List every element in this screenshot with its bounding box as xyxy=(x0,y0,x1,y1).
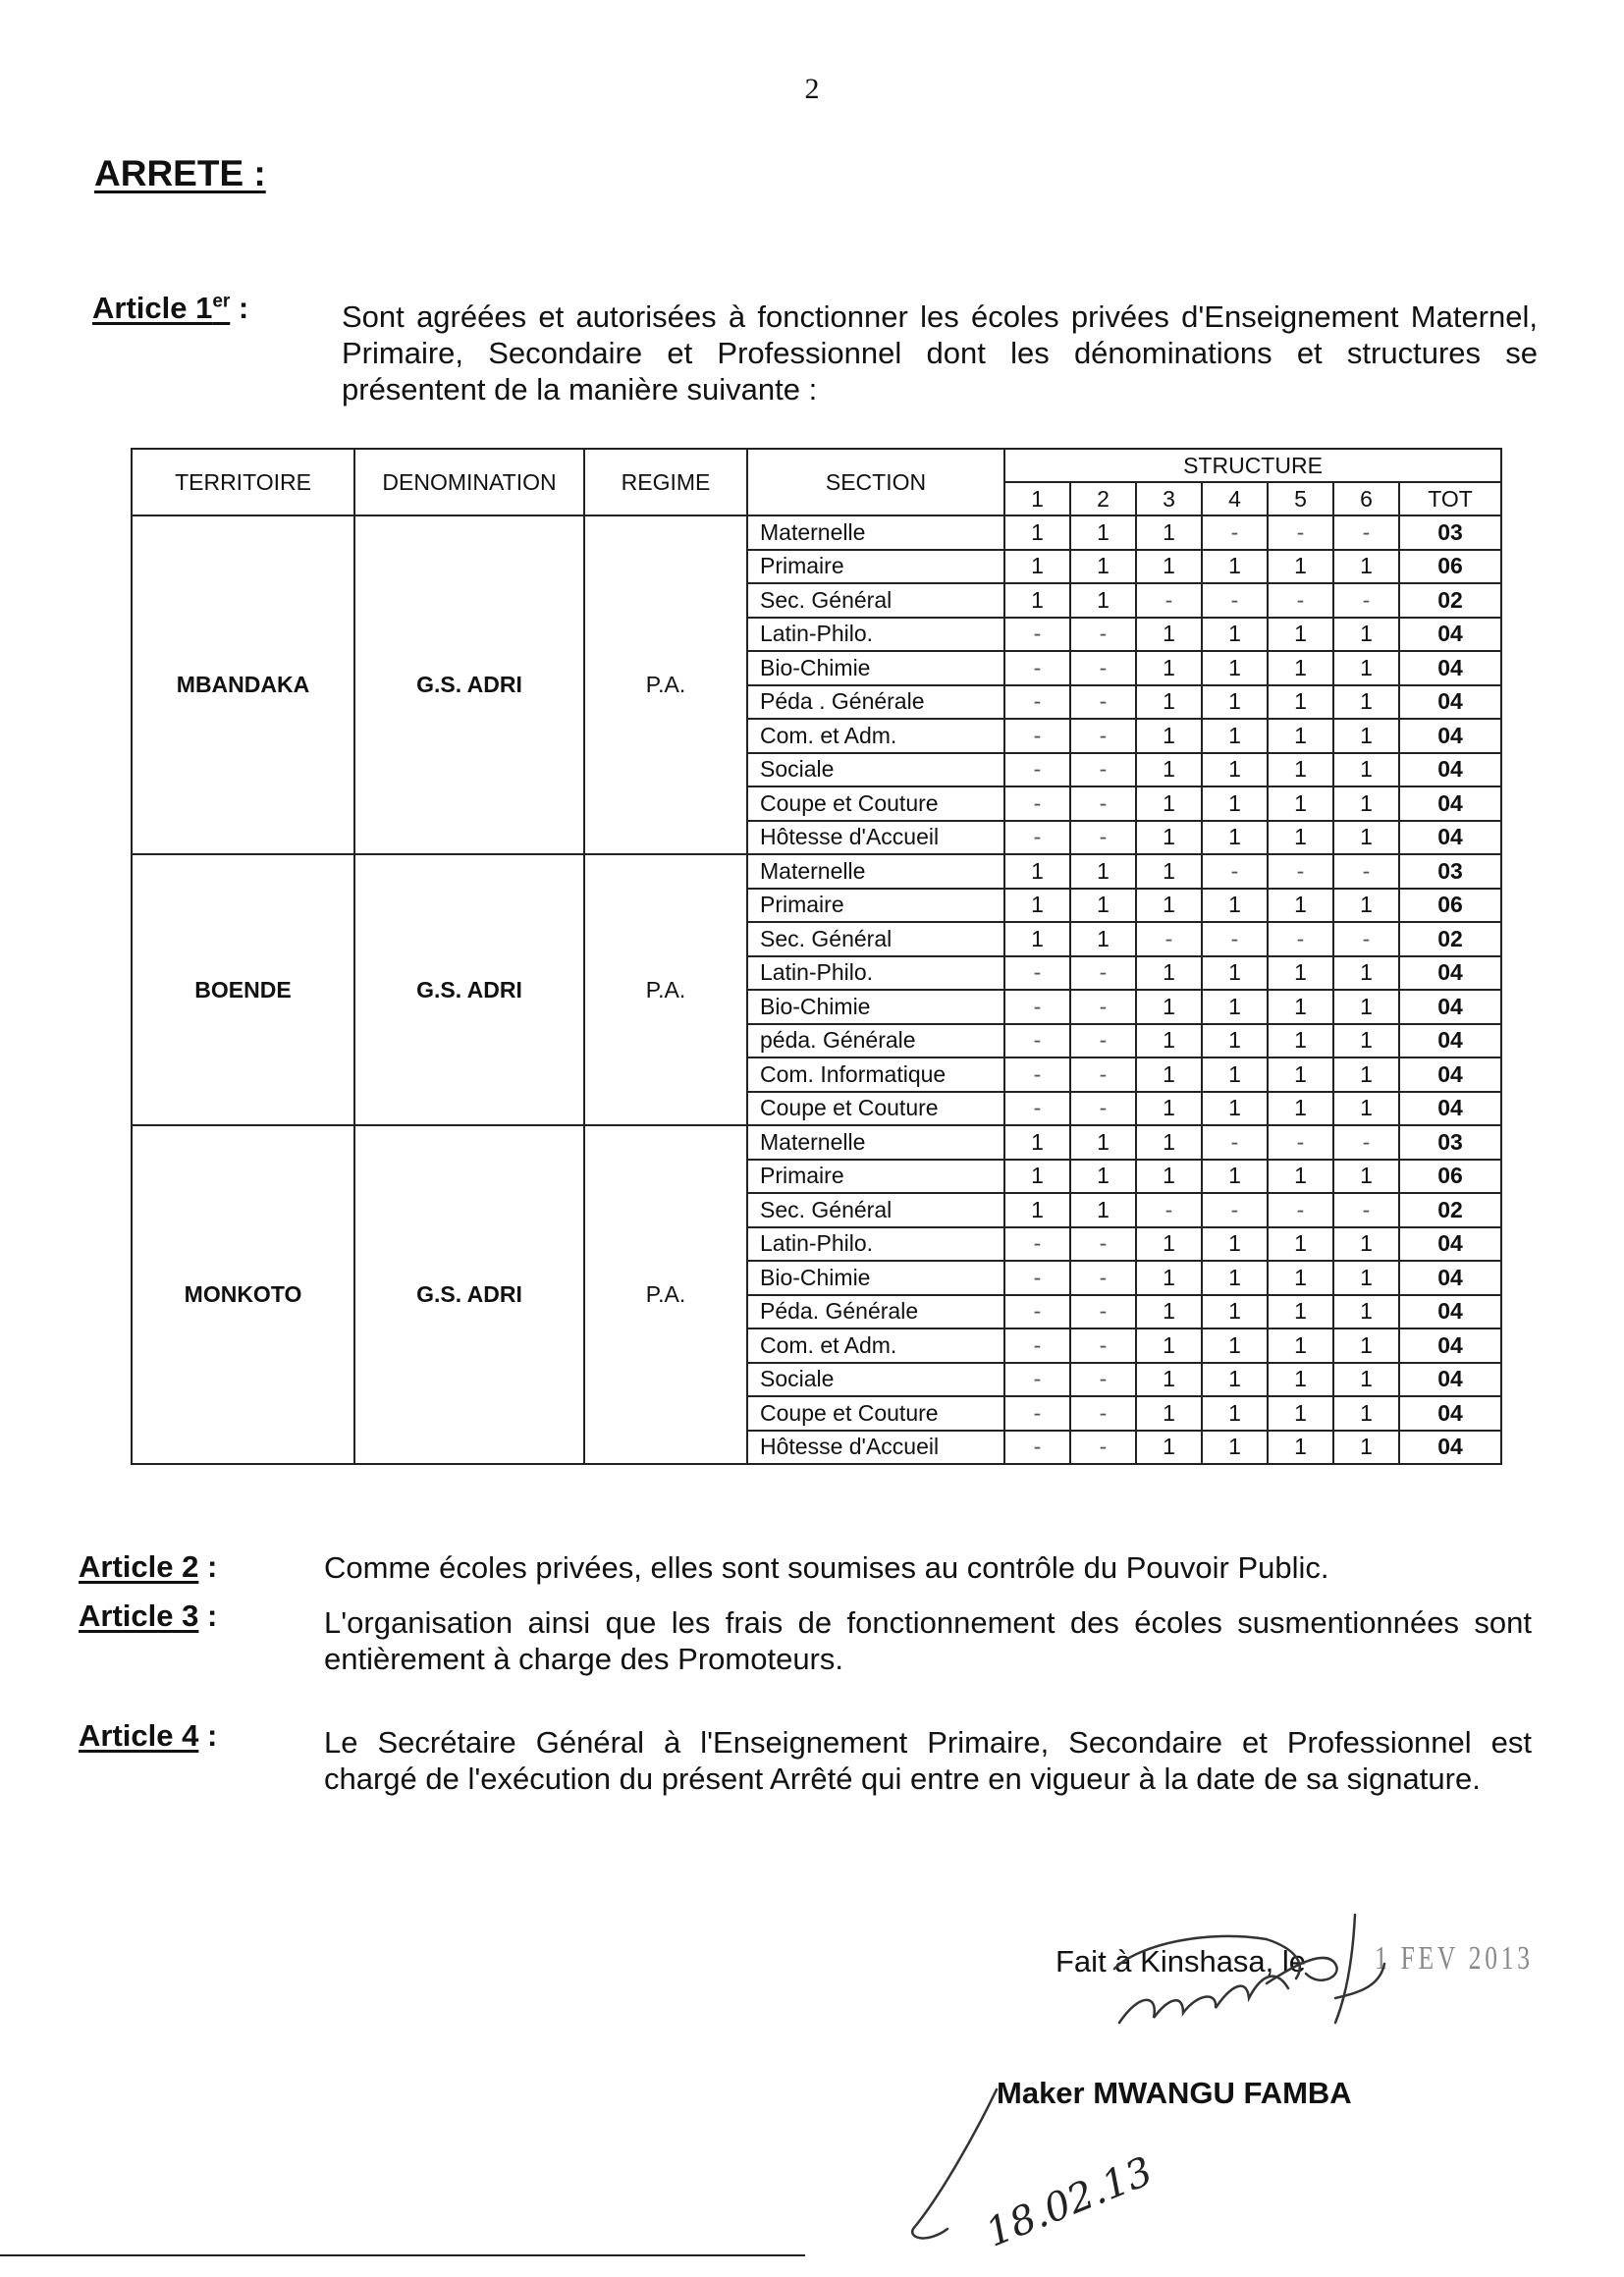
level-1-cell: - xyxy=(1004,618,1070,652)
level-3-cell: - xyxy=(1136,583,1202,618)
level-4-cell: 1 xyxy=(1202,1396,1268,1431)
level-2-cell: 1 xyxy=(1070,889,1136,923)
level-5-cell: 1 xyxy=(1268,1261,1333,1295)
level-6-cell: 1 xyxy=(1333,786,1399,821)
denomination-cell: G.S. ADRI xyxy=(354,515,584,854)
level-1-cell: - xyxy=(1004,1363,1070,1397)
level-6-cell: 1 xyxy=(1333,1092,1399,1126)
section-cell: Primaire xyxy=(747,1160,1004,1194)
level-1-cell: - xyxy=(1004,685,1070,720)
level-6-cell: 1 xyxy=(1333,685,1399,720)
level-4-cell: 1 xyxy=(1202,1261,1268,1295)
level-3-cell: 1 xyxy=(1136,1160,1202,1194)
level-6-cell: - xyxy=(1333,583,1399,618)
section-cell: Latin-Philo. xyxy=(747,1227,1004,1262)
level-4-cell: 1 xyxy=(1202,550,1268,584)
page-number: 2 xyxy=(804,73,820,105)
section-cell: Coupe et Couture xyxy=(747,786,1004,821)
level-6-cell: 1 xyxy=(1333,990,1399,1024)
level-6-cell: 1 xyxy=(1333,1295,1399,1329)
level-3-cell: 1 xyxy=(1136,1227,1202,1262)
level-3-cell: 1 xyxy=(1136,1024,1202,1058)
level-2-cell: - xyxy=(1070,1261,1136,1295)
level-5-cell: 1 xyxy=(1268,618,1333,652)
total-cell: 04 xyxy=(1399,685,1501,720)
article-1-label xyxy=(92,291,248,326)
article-1-label-text: Article 1er xyxy=(92,291,231,325)
table-row xyxy=(132,1125,1501,1160)
total-cell: 04 xyxy=(1399,1057,1501,1092)
total-cell: 04 xyxy=(1399,651,1501,685)
level-3-cell: 1 xyxy=(1136,1092,1202,1126)
territoire-cell: MONKOTO xyxy=(132,1125,354,1464)
level-2-cell: - xyxy=(1070,618,1136,652)
level-2-cell: - xyxy=(1070,990,1136,1024)
section-cell: Bio-Chimie xyxy=(747,990,1004,1024)
level-2-cell: 1 xyxy=(1070,1193,1136,1227)
total-cell: 04 xyxy=(1399,1092,1501,1126)
level-3-cell: 1 xyxy=(1136,1431,1202,1465)
section-cell: Maternelle xyxy=(747,515,1004,550)
level-5-cell: 1 xyxy=(1268,1160,1333,1194)
level-5-cell: 1 xyxy=(1268,753,1333,787)
level-1-cell: - xyxy=(1004,990,1070,1024)
level-2-cell: 1 xyxy=(1070,1125,1136,1160)
level-3-cell: 1 xyxy=(1136,786,1202,821)
total-cell: 03 xyxy=(1399,854,1501,889)
structure-table-body xyxy=(132,515,1501,1464)
level-4-cell: 1 xyxy=(1202,1160,1268,1194)
level-3-cell: 1 xyxy=(1136,719,1202,753)
level-3-cell: 1 xyxy=(1136,1328,1202,1363)
article-3-text: L'organisation ainsi que les frais de fonctionnement des écoles susmentionnées sont entièrement à charge des Promoteurs. xyxy=(324,1605,1532,1676)
level-6-cell: - xyxy=(1333,1193,1399,1227)
total-cell: 04 xyxy=(1399,956,1501,991)
total-cell: 03 xyxy=(1399,1125,1501,1160)
total-cell: 02 xyxy=(1399,583,1501,618)
page-bottom-rule xyxy=(0,2254,805,2256)
total-cell: 04 xyxy=(1399,786,1501,821)
level-2-cell: - xyxy=(1070,685,1136,720)
level-4-cell: 1 xyxy=(1202,753,1268,787)
section-cell: Coupe et Couture xyxy=(747,1396,1004,1431)
table-row xyxy=(132,854,1501,889)
level-4-cell: 1 xyxy=(1202,719,1268,753)
level-1-cell: 1 xyxy=(1004,922,1070,956)
total-cell: 04 xyxy=(1399,719,1501,753)
level-3-cell: 1 xyxy=(1136,1261,1202,1295)
section-cell: Coupe et Couture xyxy=(747,1092,1004,1126)
level-1-cell: - xyxy=(1004,1295,1070,1329)
level-6-cell: 1 xyxy=(1333,1396,1399,1431)
level-4-cell: - xyxy=(1202,1193,1268,1227)
level-3-cell: 1 xyxy=(1136,1057,1202,1092)
level-2-cell: - xyxy=(1070,1295,1136,1329)
level-5-cell: - xyxy=(1268,922,1333,956)
level-3-cell: 1 xyxy=(1136,1125,1202,1160)
header-denomination: DENOMINATION xyxy=(354,449,584,515)
level-6-cell: 1 xyxy=(1333,753,1399,787)
level-6-cell: 1 xyxy=(1333,956,1399,991)
total-cell: 06 xyxy=(1399,550,1501,584)
level-4-cell: - xyxy=(1202,922,1268,956)
level-4-cell: - xyxy=(1202,1125,1268,1160)
level-5-cell: 1 xyxy=(1268,1363,1333,1397)
level-5-cell: 1 xyxy=(1268,1092,1333,1126)
level-2-cell: 1 xyxy=(1070,922,1136,956)
section-cell: Sociale xyxy=(747,1363,1004,1397)
level-4-cell: 1 xyxy=(1202,786,1268,821)
level-1-cell: - xyxy=(1004,1431,1070,1465)
level-6-cell: 1 xyxy=(1333,550,1399,584)
level-1-cell: - xyxy=(1004,786,1070,821)
total-cell: 04 xyxy=(1399,1295,1501,1329)
total-cell: 04 xyxy=(1399,618,1501,652)
level-6-cell: 1 xyxy=(1333,1024,1399,1058)
level-1-cell: - xyxy=(1004,651,1070,685)
total-cell: 04 xyxy=(1399,1024,1501,1058)
level-3-cell: 1 xyxy=(1136,685,1202,720)
article-3-colon: : xyxy=(198,1599,218,1633)
level-2-cell: - xyxy=(1070,719,1136,753)
level-6-cell: - xyxy=(1333,922,1399,956)
level-3-cell: 1 xyxy=(1136,618,1202,652)
article-4-label-text: Article 4 xyxy=(79,1718,199,1753)
regime-cell: P.A. xyxy=(584,1125,747,1464)
level-6-cell: 1 xyxy=(1333,651,1399,685)
section-cell: Maternelle xyxy=(747,854,1004,889)
level-2-cell: 1 xyxy=(1070,854,1136,889)
header-level-5: 5 xyxy=(1268,482,1333,515)
level-5-cell: 1 xyxy=(1268,1328,1333,1363)
level-4-cell: 1 xyxy=(1202,1057,1268,1092)
level-3-cell: - xyxy=(1136,1193,1202,1227)
denomination-cell: G.S. ADRI xyxy=(354,1125,584,1464)
level-6-cell: 1 xyxy=(1333,618,1399,652)
level-2-cell: - xyxy=(1070,956,1136,991)
decree-heading: ARRETE : xyxy=(94,153,266,193)
level-2-cell: - xyxy=(1070,651,1136,685)
level-2-cell: 1 xyxy=(1070,583,1136,618)
level-1-cell: 1 xyxy=(1004,583,1070,618)
level-5-cell: - xyxy=(1268,1193,1333,1227)
section-cell: Com. et Adm. xyxy=(747,1328,1004,1363)
level-6-cell: - xyxy=(1333,854,1399,889)
level-4-cell: 1 xyxy=(1202,1024,1268,1058)
place-date-line: Fait à Kinshasa, le xyxy=(1056,1944,1307,1979)
level-1-cell: - xyxy=(1004,719,1070,753)
level-1-cell: - xyxy=(1004,1328,1070,1363)
section-cell: Latin-Philo. xyxy=(747,956,1004,991)
section-cell: Primaire xyxy=(747,889,1004,923)
article-2-colon: : xyxy=(198,1549,218,1584)
denomination-cell: G.S. ADRI xyxy=(354,854,584,1125)
level-4-cell: 1 xyxy=(1202,1363,1268,1397)
level-5-cell: 1 xyxy=(1268,821,1333,855)
level-2-cell: 1 xyxy=(1070,1160,1136,1194)
section-cell: Sociale xyxy=(747,753,1004,787)
total-cell: 04 xyxy=(1399,990,1501,1024)
level-1-cell: - xyxy=(1004,956,1070,991)
level-6-cell: 1 xyxy=(1333,1328,1399,1363)
total-cell: 04 xyxy=(1399,753,1501,787)
header-level-4: 4 xyxy=(1202,482,1268,515)
level-6-cell: 1 xyxy=(1333,1261,1399,1295)
level-3-cell: 1 xyxy=(1136,821,1202,855)
level-3-cell: 1 xyxy=(1136,889,1202,923)
level-5-cell: 1 xyxy=(1268,786,1333,821)
section-cell: Maternelle xyxy=(747,1125,1004,1160)
level-2-cell: - xyxy=(1070,821,1136,855)
level-6-cell: 1 xyxy=(1333,1363,1399,1397)
regime-cell: P.A. xyxy=(584,854,747,1125)
article-1-colon: : xyxy=(230,291,249,325)
article-2-text: Comme écoles privées, elles sont soumises au contrôle du Pouvoir Public. xyxy=(324,1550,1329,1585)
level-2-cell: - xyxy=(1070,1024,1136,1058)
level-5-cell: 1 xyxy=(1268,956,1333,991)
article-4-colon: : xyxy=(198,1718,218,1753)
level-4-cell: 1 xyxy=(1202,1295,1268,1329)
level-2-cell: - xyxy=(1070,1431,1136,1465)
level-2-cell: - xyxy=(1070,1227,1136,1262)
section-cell: Péda. Générale xyxy=(747,1295,1004,1329)
level-3-cell: 1 xyxy=(1136,550,1202,584)
section-cell: Sec. Général xyxy=(747,922,1004,956)
header-level-3: 3 xyxy=(1136,482,1202,515)
article-4-text: Le Secrétaire Général à l'Enseignement Primaire, Secondaire et Professionnel est chargé de l'exécution du présent Arrêté qui entre en vigueur à la date de sa signature. xyxy=(324,1725,1532,1796)
section-cell: Latin-Philo. xyxy=(747,618,1004,652)
level-6-cell: 1 xyxy=(1333,821,1399,855)
handwritten-date: 18.02.13 xyxy=(979,2148,1160,2256)
total-cell: 02 xyxy=(1399,1193,1501,1227)
total-cell: 04 xyxy=(1399,1328,1501,1363)
level-2-cell: - xyxy=(1070,753,1136,787)
territoire-cell: MBANDAKA xyxy=(132,515,354,854)
level-6-cell: 1 xyxy=(1333,1431,1399,1465)
total-cell: 06 xyxy=(1399,1160,1501,1194)
section-cell: Primaire xyxy=(747,550,1004,584)
total-cell: 03 xyxy=(1399,515,1501,550)
date-stamp: 1 FEV 2013 xyxy=(1375,1940,1534,1977)
level-6-cell: 1 xyxy=(1333,1160,1399,1194)
level-5-cell: 1 xyxy=(1268,1024,1333,1058)
section-cell: Hôtesse d'Accueil xyxy=(747,821,1004,855)
level-6-cell: - xyxy=(1333,515,1399,550)
level-2-cell: - xyxy=(1070,1363,1136,1397)
article-3-label-text: Article 3 xyxy=(79,1599,199,1633)
level-5-cell: - xyxy=(1268,583,1333,618)
level-5-cell: 1 xyxy=(1268,1295,1333,1329)
header-section: SECTION xyxy=(747,449,1004,515)
level-2-cell: - xyxy=(1070,1057,1136,1092)
level-1-cell: 1 xyxy=(1004,515,1070,550)
level-5-cell: 1 xyxy=(1268,685,1333,720)
level-2-cell: - xyxy=(1070,1092,1136,1126)
section-cell: Bio-Chimie xyxy=(747,651,1004,685)
level-1-cell: - xyxy=(1004,1092,1070,1126)
level-4-cell: 1 xyxy=(1202,990,1268,1024)
level-4-cell: 1 xyxy=(1202,1328,1268,1363)
header-regime: REGIME xyxy=(584,449,747,515)
article-1-text: Sont agréées et autorisées à fonctionner les écoles privées d'Enseignement Maternel, Primaire, Secondaire et Professionnel dont les dénominations et structures se présentent de la manière suivante : xyxy=(342,299,1538,407)
level-1-cell: - xyxy=(1004,753,1070,787)
level-5-cell: 1 xyxy=(1268,1396,1333,1431)
level-6-cell: 1 xyxy=(1333,889,1399,923)
level-4-cell: - xyxy=(1202,854,1268,889)
level-1-cell: - xyxy=(1004,1227,1070,1262)
header-structure: STRUCTURE xyxy=(1004,449,1501,482)
signer-name: Maker MWANGU FAMBA xyxy=(997,2076,1352,2110)
level-2-cell: 1 xyxy=(1070,515,1136,550)
level-2-cell: 1 xyxy=(1070,550,1136,584)
level-5-cell: 1 xyxy=(1268,1057,1333,1092)
header-total: TOT xyxy=(1399,482,1501,515)
total-cell: 04 xyxy=(1399,1227,1501,1262)
level-5-cell: 1 xyxy=(1268,550,1333,584)
level-5-cell: 1 xyxy=(1268,990,1333,1024)
level-3-cell: 1 xyxy=(1136,651,1202,685)
total-cell: 04 xyxy=(1399,821,1501,855)
level-4-cell: 1 xyxy=(1202,889,1268,923)
section-cell: Bio-Chimie xyxy=(747,1261,1004,1295)
section-cell: Hôtesse d'Accueil xyxy=(747,1431,1004,1465)
level-6-cell: 1 xyxy=(1333,1057,1399,1092)
level-5-cell: - xyxy=(1268,515,1333,550)
level-5-cell: 1 xyxy=(1268,1431,1333,1465)
level-2-cell: - xyxy=(1070,1328,1136,1363)
level-4-cell: 1 xyxy=(1202,1227,1268,1262)
level-1-cell: - xyxy=(1004,1057,1070,1092)
level-4-cell: 1 xyxy=(1202,956,1268,991)
level-1-cell: - xyxy=(1004,1024,1070,1058)
level-5-cell: 1 xyxy=(1268,651,1333,685)
level-1-cell: - xyxy=(1004,1261,1070,1295)
header-territoire: TERRITOIRE xyxy=(132,449,354,515)
level-3-cell: 1 xyxy=(1136,1295,1202,1329)
level-3-cell: 1 xyxy=(1136,990,1202,1024)
level-3-cell: 1 xyxy=(1136,1396,1202,1431)
level-3-cell: 1 xyxy=(1136,956,1202,991)
level-3-cell: 1 xyxy=(1136,515,1202,550)
level-2-cell: - xyxy=(1070,786,1136,821)
level-1-cell: 1 xyxy=(1004,1125,1070,1160)
regime-cell: P.A. xyxy=(584,515,747,854)
section-cell: Péda . Générale xyxy=(747,685,1004,720)
level-6-cell: - xyxy=(1333,1125,1399,1160)
level-4-cell: 1 xyxy=(1202,1092,1268,1126)
level-1-cell: 1 xyxy=(1004,1160,1070,1194)
level-3-cell: - xyxy=(1136,922,1202,956)
total-cell: 06 xyxy=(1399,889,1501,923)
header-level-1: 1 xyxy=(1004,482,1070,515)
level-1-cell: 1 xyxy=(1004,1193,1070,1227)
article-4-label xyxy=(79,1718,217,1754)
section-cell: Sec. Général xyxy=(747,583,1004,618)
level-5-cell: - xyxy=(1268,854,1333,889)
level-3-cell: 1 xyxy=(1136,1363,1202,1397)
level-4-cell: 1 xyxy=(1202,651,1268,685)
total-cell: 04 xyxy=(1399,1363,1501,1397)
level-1-cell: 1 xyxy=(1004,854,1070,889)
section-cell: péda. Générale xyxy=(747,1024,1004,1058)
level-4-cell: - xyxy=(1202,583,1268,618)
structure-table xyxy=(131,448,1502,1465)
section-cell: Com. Informatique xyxy=(747,1057,1004,1092)
level-6-cell: 1 xyxy=(1333,1227,1399,1262)
total-cell: 02 xyxy=(1399,922,1501,956)
section-cell: Sec. Général xyxy=(747,1193,1004,1227)
total-cell: 04 xyxy=(1399,1261,1501,1295)
section-cell: Com. et Adm. xyxy=(747,719,1004,753)
level-4-cell: - xyxy=(1202,515,1268,550)
level-1-cell: - xyxy=(1004,821,1070,855)
header-level-6: 6 xyxy=(1333,482,1399,515)
total-cell: 04 xyxy=(1399,1396,1501,1431)
total-cell: 04 xyxy=(1399,1431,1501,1465)
level-4-cell: 1 xyxy=(1202,821,1268,855)
level-5-cell: 1 xyxy=(1268,719,1333,753)
level-5-cell: - xyxy=(1268,1125,1333,1160)
header-level-2: 2 xyxy=(1070,482,1136,515)
level-4-cell: 1 xyxy=(1202,685,1268,720)
level-5-cell: 1 xyxy=(1268,889,1333,923)
level-3-cell: 1 xyxy=(1136,753,1202,787)
level-2-cell: - xyxy=(1070,1396,1136,1431)
level-4-cell: 1 xyxy=(1202,618,1268,652)
level-6-cell: 1 xyxy=(1333,719,1399,753)
level-1-cell: - xyxy=(1004,1396,1070,1431)
level-3-cell: 1 xyxy=(1136,854,1202,889)
level-4-cell: 1 xyxy=(1202,1431,1268,1465)
level-1-cell: 1 xyxy=(1004,550,1070,584)
article-2-label xyxy=(79,1549,217,1585)
level-5-cell: 1 xyxy=(1268,1227,1333,1262)
article-3-label xyxy=(79,1599,217,1634)
article-2-label-text: Article 2 xyxy=(79,1549,199,1584)
level-1-cell: 1 xyxy=(1004,889,1070,923)
territoire-cell: BOENDE xyxy=(132,854,354,1125)
table-row xyxy=(132,515,1501,550)
